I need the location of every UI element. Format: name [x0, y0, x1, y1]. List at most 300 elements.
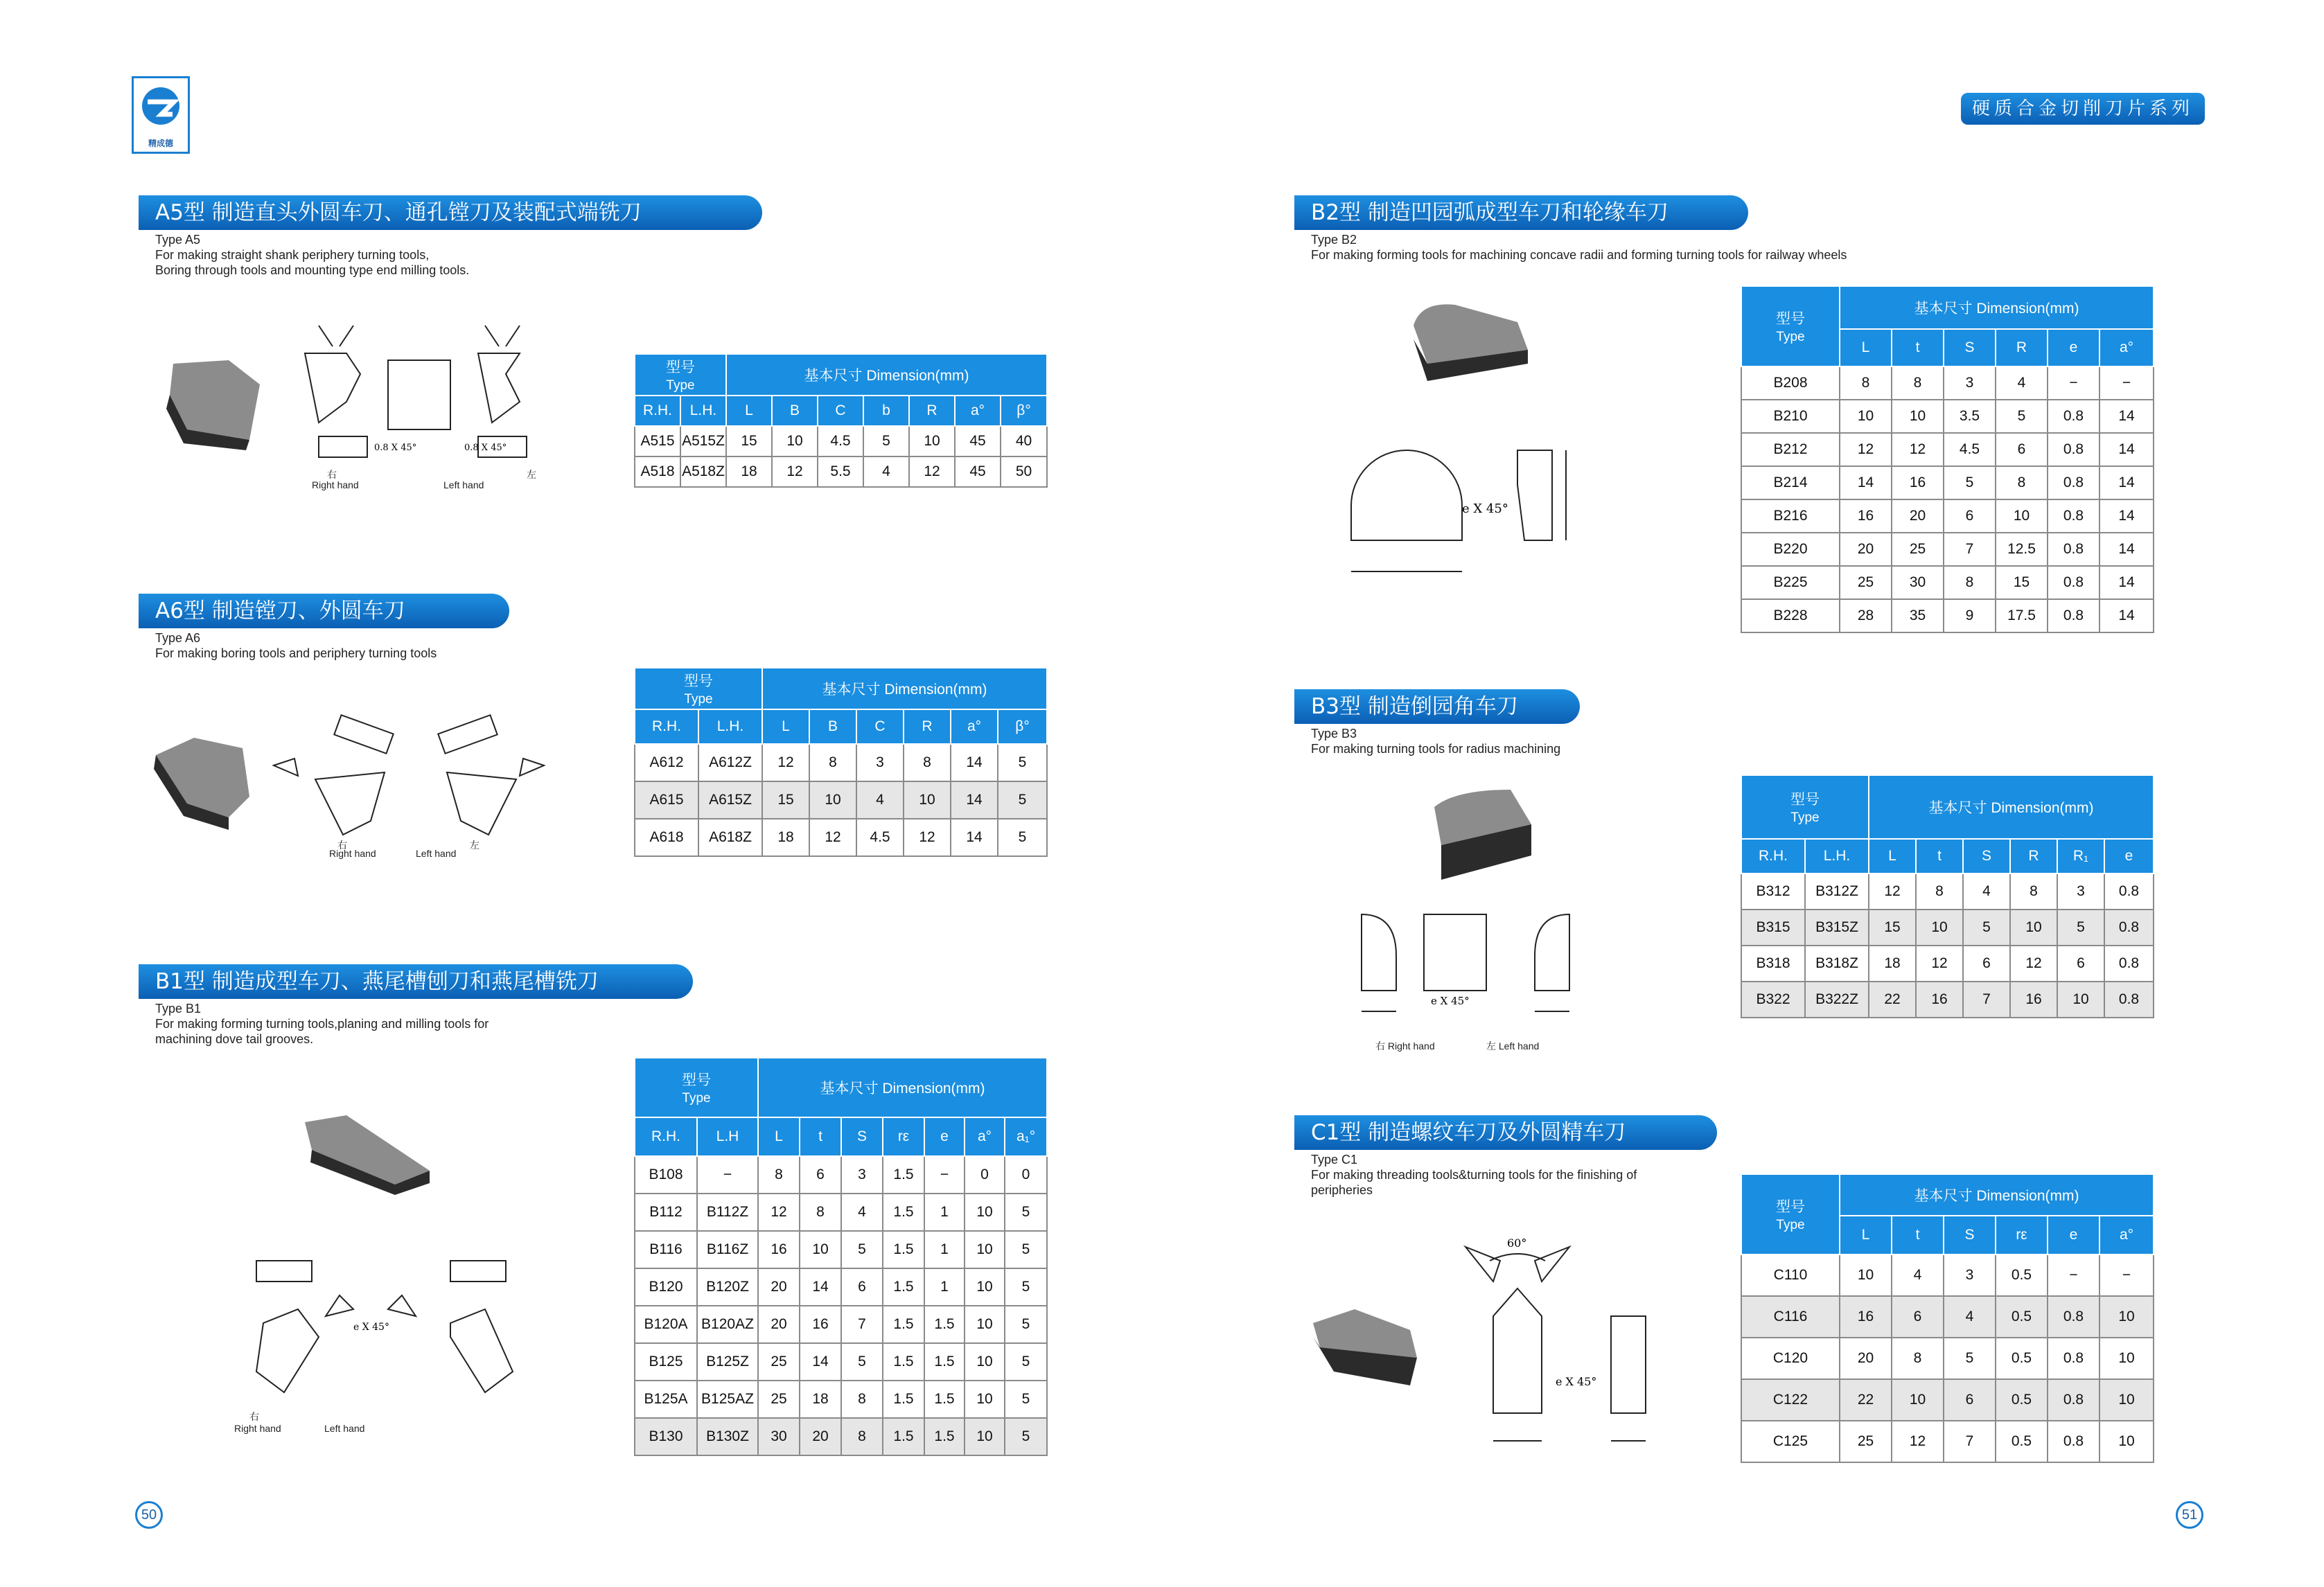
table-cell: 12 [772, 456, 818, 487]
table-cell: 0.5 [1996, 1338, 2048, 1379]
table-cell: 1 [924, 1194, 965, 1231]
table-cell: B112 [635, 1194, 697, 1231]
table-cell: 6 [1944, 499, 1996, 533]
table-cell: 0.8 [2104, 946, 2154, 982]
table-cell: B214 [1741, 466, 1840, 499]
table-row [1741, 566, 2154, 599]
table-cell: 1.5 [924, 1418, 965, 1455]
table-cell: 0.8 [2048, 433, 2099, 466]
table-c1-type-header: 型号 Type [1741, 1174, 1840, 1254]
col-header: β° [1001, 396, 1047, 426]
table-cell: 25 [1892, 533, 1944, 566]
table-cell: 14 [2099, 466, 2154, 499]
table-cell: B125A [635, 1381, 697, 1418]
table-cell: 3 [856, 744, 904, 781]
table-cell: 10 [2099, 1421, 2154, 1462]
table-cell: − [2099, 1254, 2154, 1296]
table-cell: 10 [965, 1231, 1005, 1268]
company-logo [132, 76, 190, 154]
table-cell: 30 [1892, 566, 1944, 599]
table-row [1741, 1254, 2154, 1296]
table-cell: 7 [1944, 1421, 1996, 1462]
table-cell: 14 [2099, 599, 2154, 632]
col-header: B [772, 396, 818, 426]
table-cell: 8 [758, 1156, 800, 1194]
table-cell: A518Z [680, 456, 726, 487]
table-b3-dim-header: 基本尺寸 Dimension(mm) [1869, 775, 2154, 839]
table-cell: A615 [635, 781, 698, 819]
table-cell: 12 [758, 1194, 800, 1231]
chamfer-label-a5-right: 0.8 X 45° [374, 443, 417, 453]
table-cell: − [697, 1156, 758, 1194]
table-cell: 8 [841, 1418, 883, 1455]
table-cell: 20 [1840, 1338, 1892, 1379]
table-cell: 40 [1001, 426, 1047, 456]
table-cell: 8 [1996, 466, 2048, 499]
table-cell: 4 [1996, 366, 2048, 400]
table-cell: A618 [635, 819, 698, 856]
table-cell: 4 [841, 1194, 883, 1231]
table-row [635, 1231, 1047, 1268]
table-cell: 20 [758, 1306, 800, 1343]
caption-a5-right-en: Right hand [312, 479, 359, 490]
table-row [1741, 533, 2154, 566]
table-cell: 8 [2010, 874, 2057, 910]
table-cell: 0.8 [2048, 400, 2099, 433]
table-row [635, 1156, 1047, 1194]
table-cell: 10 [1840, 1254, 1892, 1296]
drawing-b3 [1348, 901, 1611, 1032]
table-cell: 8 [1892, 366, 1944, 400]
table-cell: 1.5 [883, 1194, 924, 1231]
table-cell: 6 [1996, 433, 2048, 466]
table-cell: 10 [965, 1268, 1005, 1306]
drawing-a6 [267, 710, 565, 849]
table-cell: 14 [951, 819, 998, 856]
col-header: S [841, 1117, 883, 1156]
table-cell: 4 [863, 456, 909, 487]
col-header: R [1996, 329, 2048, 366]
table-cell: 12 [1892, 433, 1944, 466]
col-header: C [818, 396, 863, 426]
table-cell: 25 [758, 1343, 800, 1381]
caption-a6-left-cn: 左 [470, 840, 479, 851]
caption-a5-right-cn: 右 [327, 469, 337, 480]
table-cell: 6 [800, 1156, 841, 1194]
table-cell: 16 [1840, 499, 1892, 533]
table-a5-type-header: 型号 Type [635, 354, 726, 396]
table-row [635, 426, 1047, 456]
table-cell: 7 [1963, 982, 2010, 1018]
table-cell: 8 [1916, 874, 1963, 910]
table-cell: 3 [1944, 366, 1996, 400]
table-row [1741, 874, 2154, 910]
page-number-right: 51 [2176, 1501, 2203, 1529]
table-cell: B220 [1741, 533, 1840, 566]
table-cell: 10 [965, 1194, 1005, 1231]
caption-a6-left-en: Left hand [416, 848, 457, 859]
section-desc-a6: Type A6 For making boring tools and periphery turning tools [155, 631, 437, 660]
chamfer-label-b3: e X 45° [1431, 995, 1470, 1007]
table-cell: 5 [863, 426, 909, 456]
table-cell: 10 [2099, 1296, 2154, 1338]
table-cell: − [924, 1156, 965, 1194]
table-cell: 10 [1892, 400, 1944, 433]
col-header: a₁° [1005, 1117, 1047, 1156]
table-a5-dim-header: 基本尺寸 Dimension(mm) [726, 354, 1047, 396]
table-cell: 16 [800, 1306, 841, 1343]
table-cell: 12 [809, 819, 856, 856]
table-cell: 14 [1840, 466, 1892, 499]
col-header: t [800, 1117, 841, 1156]
table-cell: 10 [2010, 910, 2057, 946]
table-cell: 35 [1892, 599, 1944, 632]
table-cell: 18 [1869, 946, 1916, 982]
table-cell: 14 [951, 781, 998, 819]
table-cell: 45 [955, 426, 1001, 456]
table-cell: 4.5 [1944, 433, 1996, 466]
table-cell: C122 [1741, 1379, 1840, 1421]
table-cell: 0.5 [1996, 1296, 2048, 1338]
table-cell: 4 [856, 781, 904, 819]
section-title-b2: B2型 制造凹园弧成型车刀和轮缘车刀 [1294, 195, 1748, 230]
table-cell: 10 [965, 1418, 1005, 1455]
table-cell: 5 [2057, 910, 2104, 946]
table-cell: 18 [762, 819, 809, 856]
table-cell: 10 [772, 426, 818, 456]
table-row [635, 781, 1047, 819]
table-cell: 5 [1005, 1306, 1047, 1343]
col-header: a° [2099, 329, 2154, 366]
table-cell: 8 [1892, 1338, 1944, 1379]
table-row [1741, 499, 2154, 533]
table-cell: 12 [1869, 874, 1916, 910]
table-cell: B318Z [1805, 946, 1869, 982]
table-row [635, 1194, 1047, 1231]
col-header: L.H [697, 1117, 758, 1156]
table-cell: 12 [2010, 946, 2057, 982]
table-cell: 10 [2057, 982, 2104, 1018]
table-cell: 4.5 [856, 819, 904, 856]
table-cell: 15 [1869, 910, 1916, 946]
table-cell: B120Z [697, 1268, 758, 1306]
chamfer-label-a5-left: 0.8 X 45° [464, 443, 507, 453]
col-header: R [2010, 839, 2057, 874]
table-row [1741, 366, 2154, 400]
col-header: a° [955, 396, 1001, 426]
table-cell: 8 [841, 1381, 883, 1418]
table-cell: B130 [635, 1418, 697, 1455]
col-header: B [809, 709, 856, 744]
table-cell: 14 [800, 1268, 841, 1306]
caption-b1-right-en: Right hand [234, 1423, 281, 1434]
table-cell: 5.5 [818, 456, 863, 487]
insert-b3-photo [1427, 786, 1545, 883]
table-cell: B130Z [697, 1418, 758, 1455]
table-row [1741, 1421, 2154, 1462]
table-cell: 8 [1944, 566, 1996, 599]
table-row [1741, 1296, 2154, 1338]
table-cell: 1.5 [924, 1343, 965, 1381]
table-cell: 1.5 [883, 1306, 924, 1343]
table-cell: B116 [635, 1231, 697, 1268]
table-cell: B125AZ [697, 1381, 758, 1418]
table-cell: 50 [1001, 456, 1047, 487]
table-cell: 14 [951, 744, 998, 781]
table-cell: 14 [2099, 433, 2154, 466]
table-row [1741, 1338, 2154, 1379]
table-c1-dim-header: 基本尺寸 Dimension(mm) [1840, 1174, 2154, 1216]
table-cell: 6 [1963, 946, 2010, 982]
col-header: L [1869, 839, 1916, 874]
section-title-c1: C1型 制造螺纹车刀及外圆精车刀 [1294, 1115, 1717, 1150]
table-cell: C116 [1741, 1296, 1840, 1338]
col-header: L.H. [680, 396, 726, 426]
table-cell: 12 [1892, 1421, 1944, 1462]
insert-a5-photo [159, 346, 270, 450]
table-cell: 0.8 [2048, 466, 2099, 499]
table-a6-dim-header: 基本尺寸 Dimension(mm) [762, 668, 1047, 709]
table-cell: 12 [909, 456, 955, 487]
table-cell: B125Z [697, 1343, 758, 1381]
col-header: a° [2099, 1216, 2154, 1254]
table-row [635, 1306, 1047, 1343]
table-cell: B312 [1741, 874, 1805, 910]
table-cell: 10 [904, 781, 951, 819]
table-cell: 5 [1005, 1231, 1047, 1268]
col-header: C [856, 709, 904, 744]
col-header: β° [998, 709, 1047, 744]
table-c1 [1741, 1173, 2154, 1463]
caption-a6-right-cn: 右 [337, 840, 347, 851]
table-cell: 3 [2057, 874, 2104, 910]
table-cell: 1.5 [883, 1418, 924, 1455]
table-cell: 5 [841, 1343, 883, 1381]
table-cell: 16 [1840, 1296, 1892, 1338]
table-cell: A612 [635, 744, 698, 781]
table-cell: 18 [800, 1381, 841, 1418]
logo-mark-icon [134, 78, 188, 134]
table-row [635, 1268, 1047, 1306]
table-cell: 25 [1840, 566, 1892, 599]
table-b2-dim-header: 基本尺寸 Dimension(mm) [1840, 286, 2154, 329]
table-cell: 7 [841, 1306, 883, 1343]
table-cell: A515Z [680, 426, 726, 456]
table-b2 [1741, 285, 2154, 633]
drawing-a5 [277, 312, 568, 478]
table-cell: 0 [1005, 1156, 1047, 1194]
table-cell: 20 [800, 1418, 841, 1455]
table-cell: 5 [998, 781, 1047, 819]
table-row [1741, 466, 2154, 499]
table-cell: 5 [998, 819, 1047, 856]
table-cell: 1.5 [924, 1306, 965, 1343]
table-cell: B315 [1741, 910, 1805, 946]
table-cell: 22 [1840, 1379, 1892, 1421]
section-desc-b2: Type B2 For making forming tools for machining concave radii and forming turning tools for railway wheels [1311, 233, 1847, 262]
table-b1-dim-header: 基本尺寸 Dimension(mm) [758, 1058, 1047, 1117]
col-header: a° [965, 1117, 1005, 1156]
col-header: L [1840, 329, 1892, 366]
table-cell: 5 [998, 744, 1047, 781]
table-cell: 8 [800, 1194, 841, 1231]
table-cell: 5 [1005, 1381, 1047, 1418]
table-cell: 28 [1840, 599, 1892, 632]
drawing-b2 [1337, 429, 1614, 589]
table-row [1741, 433, 2154, 466]
table-cell: 12.5 [1996, 533, 2048, 566]
table-cell: 14 [2099, 499, 2154, 533]
table-cell: B312Z [1805, 874, 1869, 910]
table-cell: 12 [904, 819, 951, 856]
table-cell: B125 [635, 1343, 697, 1381]
section-title-b3: B3型 制造倒园角车刀 [1294, 689, 1580, 724]
table-cell: A515 [635, 426, 680, 456]
table-cell: 10 [800, 1231, 841, 1268]
table-cell: B116Z [697, 1231, 758, 1268]
table-b2-type-header: 型号 Type [1741, 286, 1840, 366]
chamfer-label-b2: e X 45° [1462, 502, 1508, 516]
table-cell: 16 [2010, 982, 2057, 1018]
table-cell: 5 [841, 1231, 883, 1268]
table-cell: 10 [965, 1306, 1005, 1343]
table-cell: C110 [1741, 1254, 1840, 1296]
table-cell: 10 [809, 781, 856, 819]
table-cell: 0.5 [1996, 1254, 2048, 1296]
table-cell: 10 [909, 426, 955, 456]
table-cell: 12 [1840, 433, 1892, 466]
table-row [1741, 982, 2154, 1018]
col-header: L [762, 709, 809, 744]
table-cell: 10 [2099, 1338, 2154, 1379]
section-desc-b1: Type B1 For making forming turning tools,planing and milling tools for machining dove tail grooves. [155, 1002, 489, 1046]
table-cell: B112Z [697, 1194, 758, 1231]
col-header: L [726, 396, 772, 426]
table-cell: B120A [635, 1306, 697, 1343]
table-cell: B322 [1741, 982, 1805, 1018]
table-cell: − [2048, 1254, 2099, 1296]
table-cell: B120AZ [697, 1306, 758, 1343]
table-row [1741, 910, 2154, 946]
table-cell: 4 [1963, 874, 2010, 910]
table-cell: B208 [1741, 366, 1840, 400]
table-cell: 22 [1869, 982, 1916, 1018]
table-cell: 8 [809, 744, 856, 781]
table-cell: 1.5 [883, 1343, 924, 1381]
table-cell: 4 [1892, 1254, 1944, 1296]
table-cell: 5 [1005, 1343, 1047, 1381]
table-cell: 3 [841, 1156, 883, 1194]
caption-b1-right-cn: 右 [249, 1411, 259, 1422]
table-cell: B216 [1741, 499, 1840, 533]
chamfer-label-b1: e X 45° [353, 1322, 389, 1333]
col-header: t [1916, 839, 1963, 874]
col-header: R.H. [1741, 839, 1805, 874]
table-cell: 8 [1840, 366, 1892, 400]
col-header: e [2104, 839, 2154, 874]
table-cell: 12 [762, 744, 809, 781]
table-cell: 6 [2057, 946, 2104, 982]
table-cell: 18 [726, 456, 772, 487]
table-row [1741, 1379, 2154, 1421]
table-cell: 1.5 [924, 1381, 965, 1418]
table-cell: 0.8 [2104, 874, 2154, 910]
table-cell: 1.5 [883, 1231, 924, 1268]
table-cell: 0.8 [2104, 982, 2154, 1018]
insert-c1-photo [1306, 1302, 1424, 1392]
table-cell: 14 [800, 1343, 841, 1381]
table-row [635, 1343, 1047, 1381]
table-cell: 12 [1916, 946, 1963, 982]
drawing-c1 [1452, 1233, 1701, 1455]
caption-b3-right: 右 Right hand [1375, 1040, 1435, 1052]
table-cell: 20 [1840, 533, 1892, 566]
table-cell: 14 [2099, 566, 2154, 599]
col-header: e [924, 1117, 965, 1156]
table-cell: 16 [1892, 466, 1944, 499]
col-header: R.H. [635, 709, 698, 744]
table-cell: 0.8 [2048, 599, 2099, 632]
caption-b3-left: 左 Left hand [1486, 1040, 1540, 1052]
table-cell: B210 [1741, 400, 1840, 433]
table-b1-type-header: 型号 Type [635, 1058, 758, 1117]
table-cell: 16 [758, 1231, 800, 1268]
table-cell: 0.5 [1996, 1421, 2048, 1462]
table-cell: 15 [1996, 566, 2048, 599]
col-header: e [2048, 1216, 2099, 1254]
chamfer-label-c1: e X 45° [1556, 1375, 1597, 1388]
table-cell: 7 [1944, 533, 1996, 566]
table-cell: 5 [1963, 910, 2010, 946]
table-row [635, 1381, 1047, 1418]
insert-a6-photo [146, 727, 256, 831]
table-cell: 10 [2099, 1379, 2154, 1421]
table-row [1741, 946, 2154, 982]
table-cell: 15 [726, 426, 772, 456]
table-cell: 0.8 [2048, 533, 2099, 566]
col-header: S [1944, 1216, 1996, 1254]
table-cell: 3.5 [1944, 400, 1996, 433]
col-header: t [1892, 1216, 1944, 1254]
table-a6 [634, 667, 1048, 857]
table-cell: B212 [1741, 433, 1840, 466]
table-cell: 0.8 [2048, 566, 2099, 599]
table-cell: 20 [758, 1268, 800, 1306]
table-cell: 3 [1944, 1254, 1996, 1296]
table-cell: 5 [1944, 466, 1996, 499]
table-b3-type-header: 型号 Type [1741, 775, 1869, 839]
table-cell: 4 [1944, 1296, 1996, 1338]
drawing-b1 [222, 1233, 554, 1413]
section-title-b1: B1型 制造成型车刀、燕尾槽刨刀和燕尾槽铣刀 [139, 964, 693, 999]
table-cell: 0 [965, 1156, 1005, 1194]
col-header: t [1892, 329, 1944, 366]
col-header: rε [883, 1117, 924, 1156]
series-title: 硬质合金切削刀片系列 [1961, 93, 2205, 125]
table-row [1741, 599, 2154, 632]
table-cell: 25 [1840, 1421, 1892, 1462]
table-cell: 0.8 [2104, 910, 2154, 946]
table-cell: 17.5 [1996, 599, 2048, 632]
table-cell: 0.8 [2048, 1296, 2099, 1338]
page-number-left: 50 [135, 1501, 163, 1529]
table-cell: 6 [1892, 1296, 1944, 1338]
table-a5 [634, 353, 1048, 488]
col-header: R [904, 709, 951, 744]
table-b1 [634, 1057, 1048, 1456]
table-cell: 1.5 [883, 1381, 924, 1418]
logo-text: 精成德 [148, 139, 173, 148]
